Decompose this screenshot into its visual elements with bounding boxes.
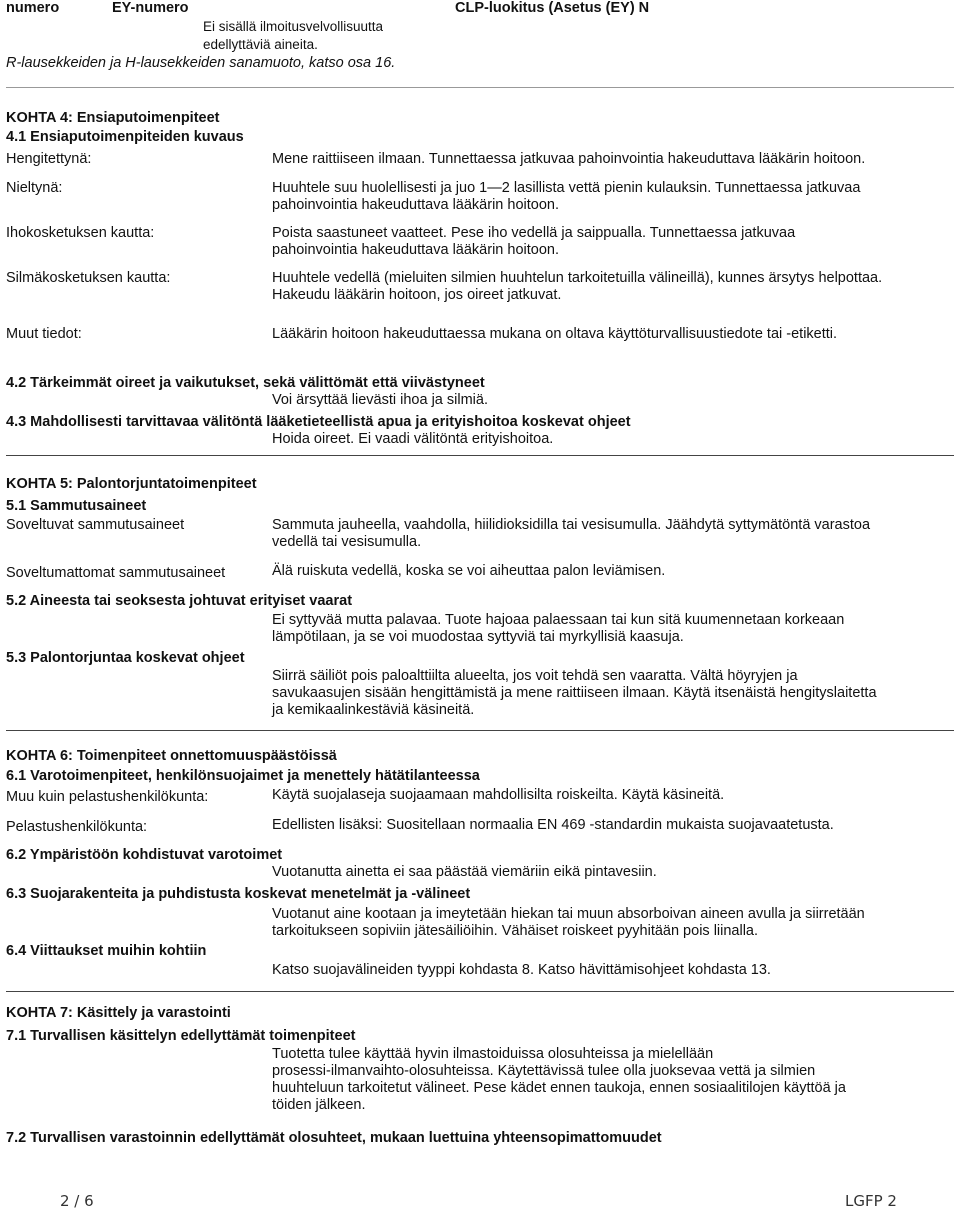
section-4-1-heading: 4.1 Ensiaputoimenpiteiden kuvaus bbox=[6, 129, 244, 145]
header-col-clp: CLP-luokitus (Asetus (EY) N bbox=[455, 0, 650, 16]
section-6-3-heading: 6.3 Suojarakenteita ja puhdistusta koskevat menetelmät ja -välineet bbox=[6, 886, 471, 902]
section-4-end-rule bbox=[6, 455, 954, 456]
section-4-2-text: Voi ärsyttää lievästi ihoa ja silmiä. bbox=[272, 392, 488, 408]
other-info-label: Muut tiedot: bbox=[6, 326, 82, 342]
section-5-3-text-line1: Siirrä säiliöt pois paloalttiilta alueelta, jos voit tehdä sen vaaratta. Vältä höyryjen ja bbox=[272, 668, 798, 684]
section-4-3-heading: 4.3 Mahdollisesti tarvittavaa välitöntä lääketieteellistä apua ja erityishoitoa koskevat ohjeet bbox=[6, 414, 631, 430]
section-6-3-text-line2: tarkoitukseen sopiviin jätesäiliöihin. Vähäiset roiskeet pyyhitään pois liinalla. bbox=[272, 923, 759, 939]
section-4-2-heading: 4.2 Tärkeimmät oireet ja vaikutukset, sekä välittömät että viivästyneet bbox=[6, 375, 485, 391]
section-7-1-heading: 7.1 Turvallisen käsittelyn edellyttämät toimenpiteet bbox=[6, 1028, 356, 1044]
non-emergency-personnel-label: Muu kuin pelastushenkilökunta: bbox=[6, 789, 209, 805]
section-6-3-text-line1: Vuotanut aine kootaan ja imeytetään hiekan tai muun absorboivan aineen avulla ja siirretään bbox=[272, 906, 865, 922]
unsuitable-media-text: Älä ruiskuta vedellä, koska se voi aiheuttaa palon leviämisen. bbox=[272, 563, 666, 579]
section-7-1-text-line1: Tuotetta tulee käyttää hyvin ilmastoiduissa olosuhteissa ja mielellään bbox=[272, 1046, 714, 1062]
header-col-ey-numero: EY-numero bbox=[112, 0, 189, 16]
header-rule bbox=[6, 87, 954, 88]
skin-contact-label: Ihokosketuksen kautta: bbox=[6, 225, 155, 241]
section-5-3-text-line3: ja kemikaalinkestäviä käsineitä. bbox=[272, 702, 475, 718]
ingestion-label: Nieltynä: bbox=[6, 180, 63, 196]
section-6-2-heading: 6.2 Ympäristöön kohdistuvat varotoimet bbox=[6, 847, 283, 863]
header-note-line1: Ei sisällä ilmoitusvelvollisuutta bbox=[203, 19, 384, 34]
ingestion-text-line2: pahoinvointia hakeuduttava lääkärin hoitoon. bbox=[272, 197, 559, 213]
suitable-media-label: Soveltuvat sammutusaineet bbox=[6, 517, 185, 533]
section-7-1-text-line3: huuhteluun tarkoitetut välineet. Pese kädet ennen taukoja, ennen sosiaalitilojen käyttöä ja bbox=[272, 1080, 846, 1096]
header-note-line2: edellyttäviä aineita. bbox=[203, 37, 318, 52]
inhalation-text: Mene raittiiseen ilmaan. Tunnettaessa jatkuvaa pahoinvointia hakeuduttava lääkärin hoitoon. bbox=[272, 151, 866, 167]
section-4-title: KOHTA 4: Ensiaputoimenpiteet bbox=[6, 110, 220, 126]
ingestion-text-line1: Huuhtele suu huolellisesti ja juo 1—2 lasillista vettä pienin kulauksin. Tunnettaessa jatkuvaa bbox=[272, 180, 861, 196]
section-6-4-heading: 6.4 Viittaukset muihin kohtiin bbox=[6, 943, 207, 959]
suitable-media-text-line1: Sammuta jauheella, vaahdolla, hiilidioksidilla tai vesisumulla. Jäähdytä syttymätöntä varastoa bbox=[272, 517, 871, 533]
r-clause-note: R-lausekkeiden ja H-lausekkeiden sanamuoto, katso osa 16. bbox=[6, 55, 396, 71]
section-6-title: KOHTA 6: Toimenpiteet onnettomuuspäästöissä bbox=[6, 748, 337, 764]
section-5-3-heading: 5.3 Palontorjuntaa koskevat ohjeet bbox=[6, 650, 245, 666]
section-6-4-text: Katso suojavälineiden tyyppi kohdasta 8. Katso hävittämisohjeet kohdasta 13. bbox=[272, 962, 771, 978]
section-5-end-rule bbox=[6, 730, 954, 731]
inhalation-label: Hengitettynä: bbox=[6, 151, 92, 167]
section-7-2-heading: 7.2 Turvallisen varastoinnin edellyttämät olosuhteet, mukaan luettuina yhteensopimattomuudet bbox=[6, 1130, 662, 1146]
section-7-1-text-line4: töiden jälkeen. bbox=[272, 1097, 366, 1113]
section-6-1-heading: 6.1 Varotoimenpiteet, henkilönsuojaimet ja menettely hätätilanteessa bbox=[6, 768, 480, 784]
eye-contact-text-line2: Hakeudu lääkärin hoitoon, jos oireet jatkuvat. bbox=[272, 287, 562, 303]
section-5-3-text-line2: savukaasujen sisään hengittämistä ja mene raittiiseen ilmaan. Käytä itsenäistä hengityslaitetta bbox=[272, 685, 877, 701]
section-5-2-text-line1: Ei syttyvää mutta palavaa. Tuote hajoaa palaessaan tai kun sitä kuumennetaan korkeaan bbox=[272, 612, 845, 628]
section-4-3-text: Hoida oireet. Ei vaadi välitöntä erityishoitoa. bbox=[272, 431, 554, 447]
section-7-1-text-line2: prosessi-ilmanvaihto-olosuhteissa. Käytettävissä tulee olla juoksevaa vettä ja silmien bbox=[272, 1063, 816, 1079]
section-5-title: KOHTA 5: Palontorjuntatoimenpiteet bbox=[6, 476, 257, 492]
skin-contact-text-line2: pahoinvointia hakeuduttava lääkärin hoitoon. bbox=[272, 242, 559, 258]
section-6-2-text: Vuotanutta ainetta ei saa päästää viemäriin eikä pintavesiin. bbox=[272, 864, 657, 880]
section-5-2-text-line2: lämpötilaan, ja se voi muodostaa syttyviä tai myrkyllisiä kaasuja. bbox=[272, 629, 684, 645]
eye-contact-label: Silmäkosketuksen kautta: bbox=[6, 270, 171, 286]
other-info-text: Lääkärin hoitoon hakeuduttaessa mukana on oltava käyttöturvallisuustiedote tai -etiketti. bbox=[272, 326, 838, 342]
section-5-1-heading: 5.1 Sammutusaineet bbox=[6, 498, 147, 514]
skin-contact-text-line1: Poista saastuneet vaatteet. Pese iho vedellä ja saippualla. Tunnettaessa jatkuvaa bbox=[272, 225, 796, 241]
section-7-title: KOHTA 7: Käsittely ja varastointi bbox=[6, 1005, 231, 1021]
section-5-2-heading: 5.2 Aineesta tai seoksesta johtuvat erityiset vaarat bbox=[6, 593, 353, 609]
section-6-end-rule bbox=[6, 991, 954, 992]
suitable-media-text-line2: vedellä tai vesisumulla. bbox=[272, 534, 422, 550]
product-code: LGFP 2 bbox=[845, 1192, 897, 1210]
unsuitable-media-label: Soveltumattomat sammutusaineet bbox=[6, 565, 226, 581]
emergency-responders-text: Edellisten lisäksi: Suositellaan normaalia EN 469 -standardin mukaista suojavaatetusta. bbox=[272, 817, 834, 833]
non-emergency-personnel-text: Käytä suojalaseja suojaamaan mahdollisilta roiskeilta. Käytä käsineitä. bbox=[272, 787, 725, 803]
eye-contact-text-line1: Huuhtele vedellä (mieluiten silmien huuhtelun tarkoitetuilla välineillä), kunnes ärsytys helpottaa. bbox=[272, 270, 883, 286]
header-col-numero: numero bbox=[6, 0, 60, 16]
emergency-responders-label: Pelastushenkilökunta: bbox=[6, 819, 148, 835]
page-number: 2 / 6 bbox=[60, 1192, 94, 1210]
